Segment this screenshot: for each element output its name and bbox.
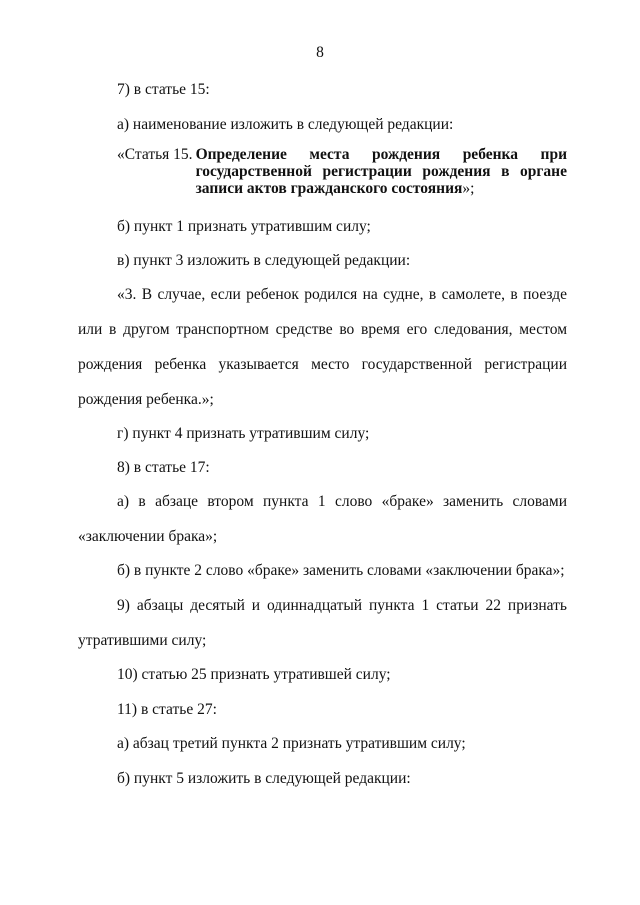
paragraph-item-10: 10) статью 25 признать утратившей силу; (117, 666, 391, 683)
paragraph-item-7v: в) пункт 3 изложить в следующей редакции: (117, 252, 411, 269)
paragraph-item-7g: г) пункт 4 признать утратившим силу; (117, 425, 370, 442)
article-heading (196, 146, 567, 197)
paragraph-item-8a: а) в абзаце втором пункта 1 слово «браке» заменить словами «заключении брака»; (78, 493, 567, 545)
paragraph-item-11b: б) пункт 5 изложить в следующей редакции: (117, 770, 411, 787)
paragraph-item-9: 9) абзацы десятый и одиннадцатый пункта 1 статьи 22 признать утратившими силу; (78, 597, 567, 649)
article-prefix: «Статья 15. (117, 146, 193, 163)
paragraph-point-3-text: «3. В случае, если ребенок родился на судне, в самолете, в поезде или в другом транспортном средстве во время его следования, местом рождения ребенка указывается место государственной регистрации рождения ребенка.»; (78, 286, 567, 408)
paragraph-item-8: 8) в статье 17: (117, 459, 210, 476)
paragraph-item-7b: б) пункт 1 признать утратившим силу; (117, 218, 371, 235)
article-heading-tail: »; (462, 180, 475, 197)
paragraph-item-11a: а) абзац третий пункта 2 признать утратившим силу; (117, 735, 466, 752)
paragraph-item-11: 11) в статье 27: (117, 701, 217, 718)
paragraph-item-7a: а) наименование изложить в следующей редакции: (117, 116, 454, 133)
paragraph-item-7: 7) в статье 15: (117, 81, 210, 98)
article-15-heading-block (117, 146, 567, 197)
page-number: 8 (316, 44, 324, 61)
article-heading-title: Определение места рождения ребенка при государственной регистрации рождения в органе записи актов гражданского состояния (195, 146, 567, 197)
paragraph-item-8b: б) в пункте 2 слово «браке» заменить словами «заключении брака»; (117, 562, 565, 579)
